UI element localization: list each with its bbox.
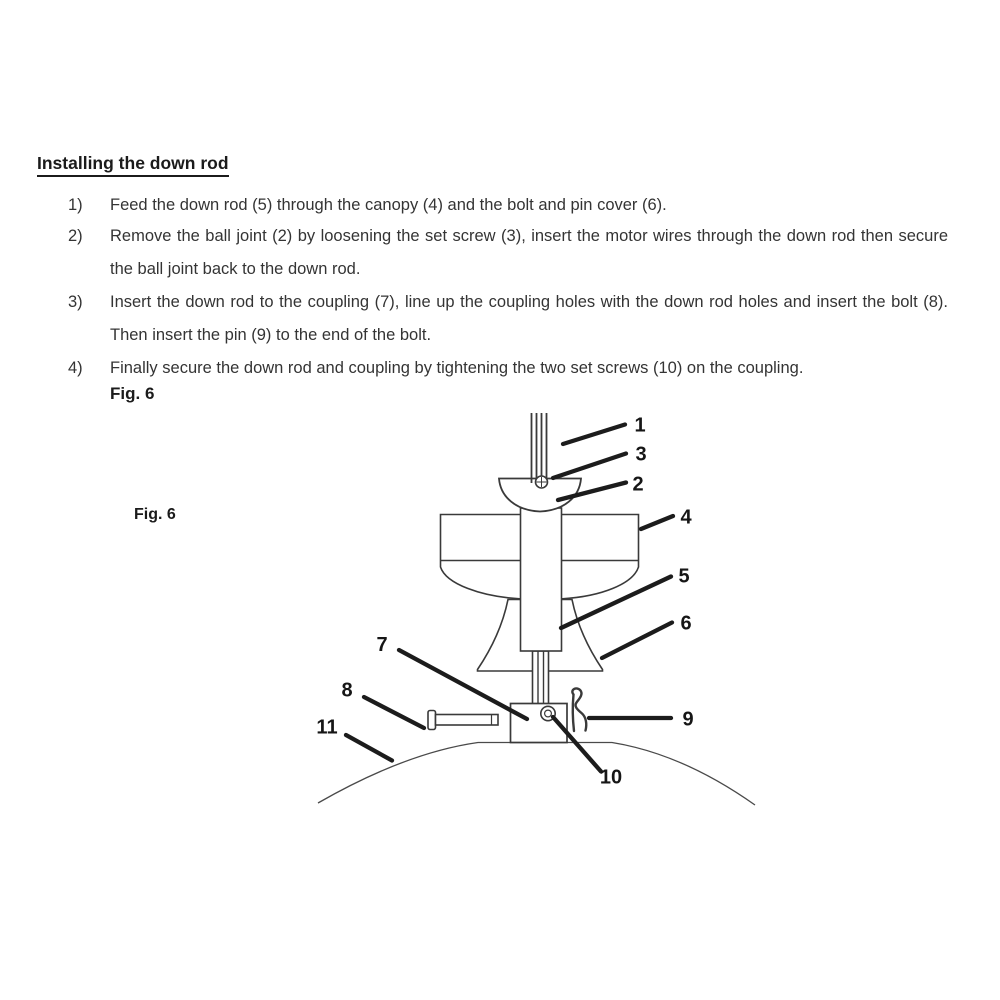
callout-10: 10 (599, 766, 623, 789)
step-text: Insert the down rod to the coupling (7), line up the coupling holes with the down rod holes and insert the bolt (8). Then insert the pin (9) to the end of the bolt. (110, 293, 948, 344)
section-heading: Installing the down rod (37, 153, 229, 177)
leader-6 (602, 623, 672, 659)
pin-shape (572, 688, 586, 731)
callout-7: 7 (376, 634, 388, 656)
step-number: 3) (68, 293, 83, 311)
bolt-shaft (436, 715, 499, 726)
callout-11: 11 (316, 716, 338, 739)
step-text: Feed the down rod (5) through the canopy (4) and the bolt and pin cover (6). (110, 196, 667, 214)
down-rod-shape (521, 508, 562, 651)
leader-3 (553, 454, 626, 479)
callout-9: 9 (682, 708, 694, 731)
figure-caption-side: Fig. 6 (134, 506, 176, 523)
motor-housing-outline (318, 743, 755, 806)
leader-11 (346, 735, 392, 761)
step-number: 1) (68, 196, 83, 214)
step-text: Remove the ball joint (2) by loosening the set screw (3), insert the motor wires through the down rod then secure the ball joint back to the down rod. (110, 227, 948, 278)
step-number: 2) (68, 227, 83, 245)
leader-8 (364, 697, 424, 728)
callout-2: 2 (632, 473, 644, 496)
callout-1: 1 (634, 414, 646, 437)
step-number: 4) (68, 359, 83, 377)
lower-rod-shape (533, 651, 549, 704)
callout-6: 6 (680, 612, 692, 635)
callout-8: 8 (341, 679, 353, 702)
leader-10 (553, 717, 601, 772)
callout-4: 4 (680, 506, 692, 529)
bolt-head (428, 711, 436, 730)
callout-5: 5 (678, 565, 690, 588)
leader-1 (563, 425, 625, 445)
figure-caption-inline: Fig. 6 (110, 384, 155, 403)
leader-4 (641, 516, 673, 529)
callout-3: 3 (635, 443, 647, 466)
step-text: Finally secure the down rod and coupling by tightening the two set screws (10) on the coupling. (110, 359, 804, 377)
